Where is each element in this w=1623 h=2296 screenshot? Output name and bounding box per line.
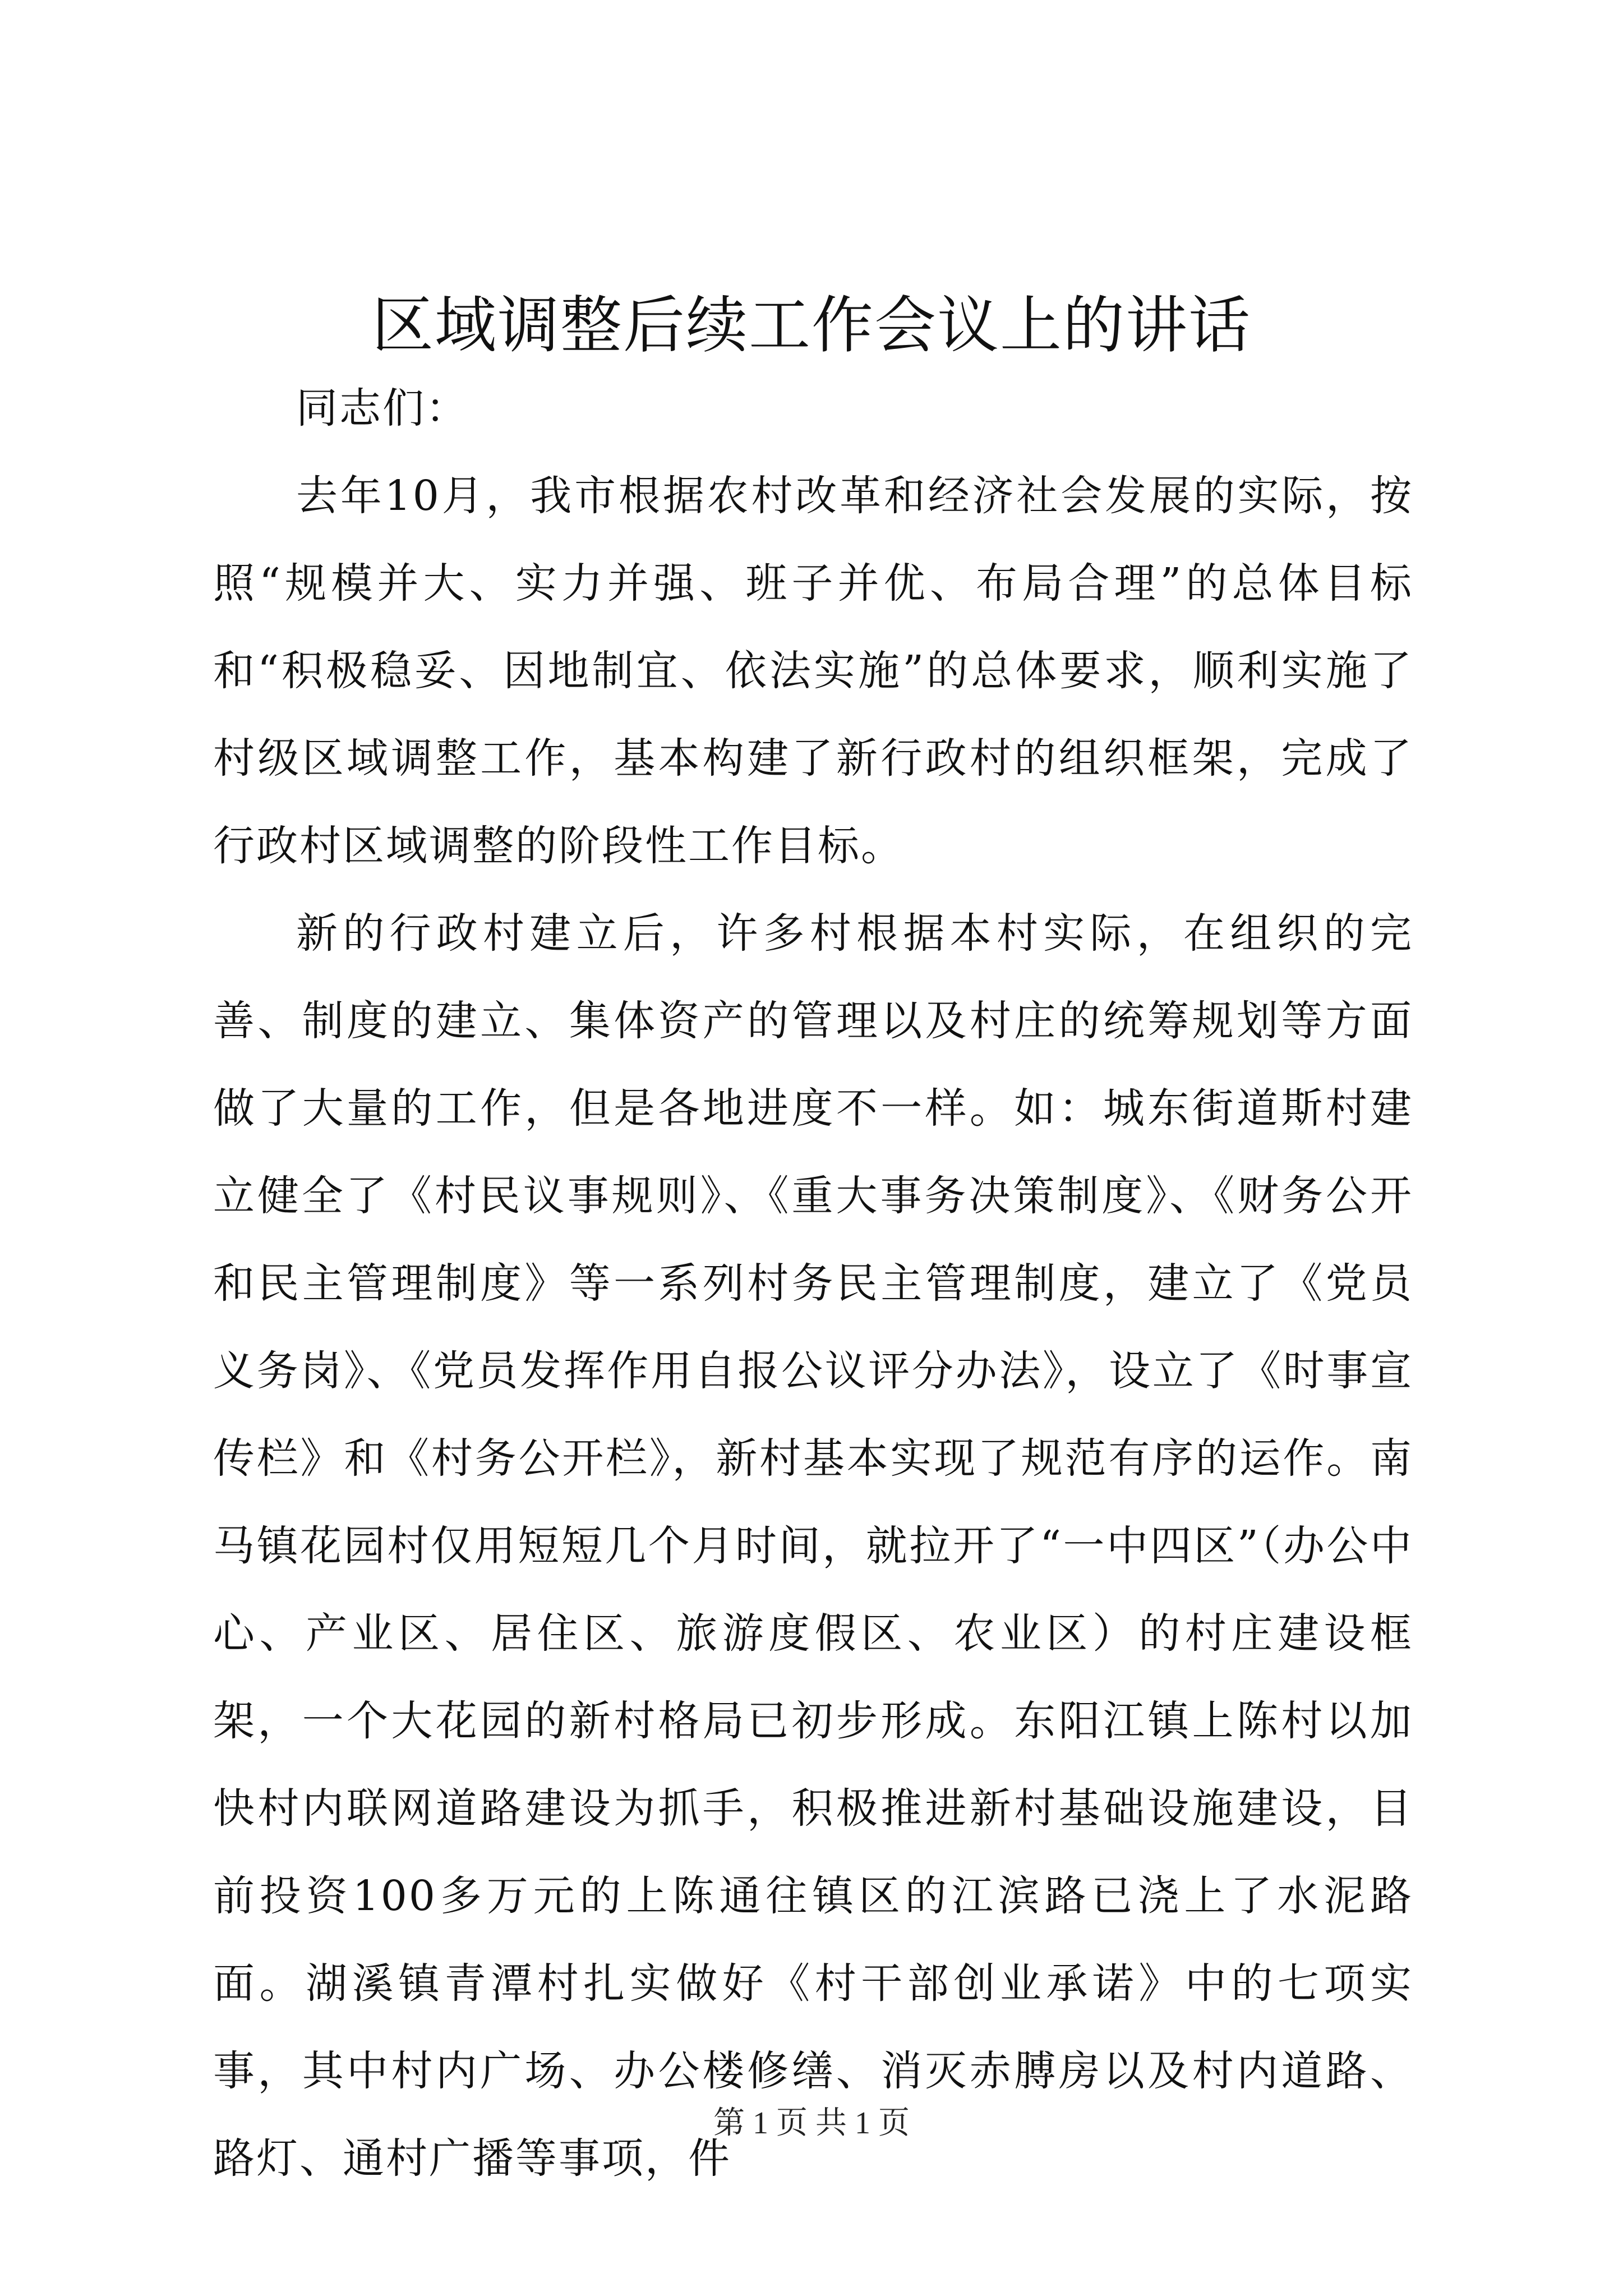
paragraph-2: 新的行政村建立后，许多村根据本村实际，在组织的完善、制度的建立、集体资产的管理以及村庄的统筹规划等方面做了大量的工作，但是各地进度不一样。如：城东街道斯村建立健全了《村民议事规则》、《重大事务决策制度》、《财务公开和民主管理制度》等一系列村务民主管理制度，建立了《党员义务岗》、《党员发挥作用自报公议评分办法》，设立了《时事宣传栏》和《村务公开栏》，新村基本实现了规范有序的运作。南马镇花园村仅用短短几个月时间，就拉开了“一中四区”（办公中心、产业区、居住区、旅游度假区、农业区）的村庄建设框架，一个大花园的新村格局已初步形成。东阳江镇上陈村以加快村内联网道路建设为抓手，积极推进新村基础设施建设，目前投资100多万元的上陈通往镇区的江滨路已浇上了水泥路面。湖溪镇青潭村扎实做好《村干部创业承诺》中的七项实事，其中村内广场、办公楼修缮、消灭赤膊房以及村内道路、路灯、通村广播等事项，件 xyxy=(213,909,1413,2183)
document-body xyxy=(213,365,1413,2202)
salutation: 同志们： xyxy=(296,384,469,432)
document-title: 区域调整后续工作会议上的讲话 xyxy=(372,289,1251,361)
page-number-footer: 第 1 页 共 1 页 xyxy=(713,2106,910,2141)
paragraph-1: 去年10月，我市根据农村改革和经济社会发展的实际，按照“规模并大、实力并强、班子并优、布局合理”的总体目标和“积极稳妥、因地制宜、依法实施”的总体要求，顺利实施了村级区域调整工作，基本构建了新行政村的组织框架，完成了行政村区域调整的阶段性工作目标。 xyxy=(213,472,1413,870)
